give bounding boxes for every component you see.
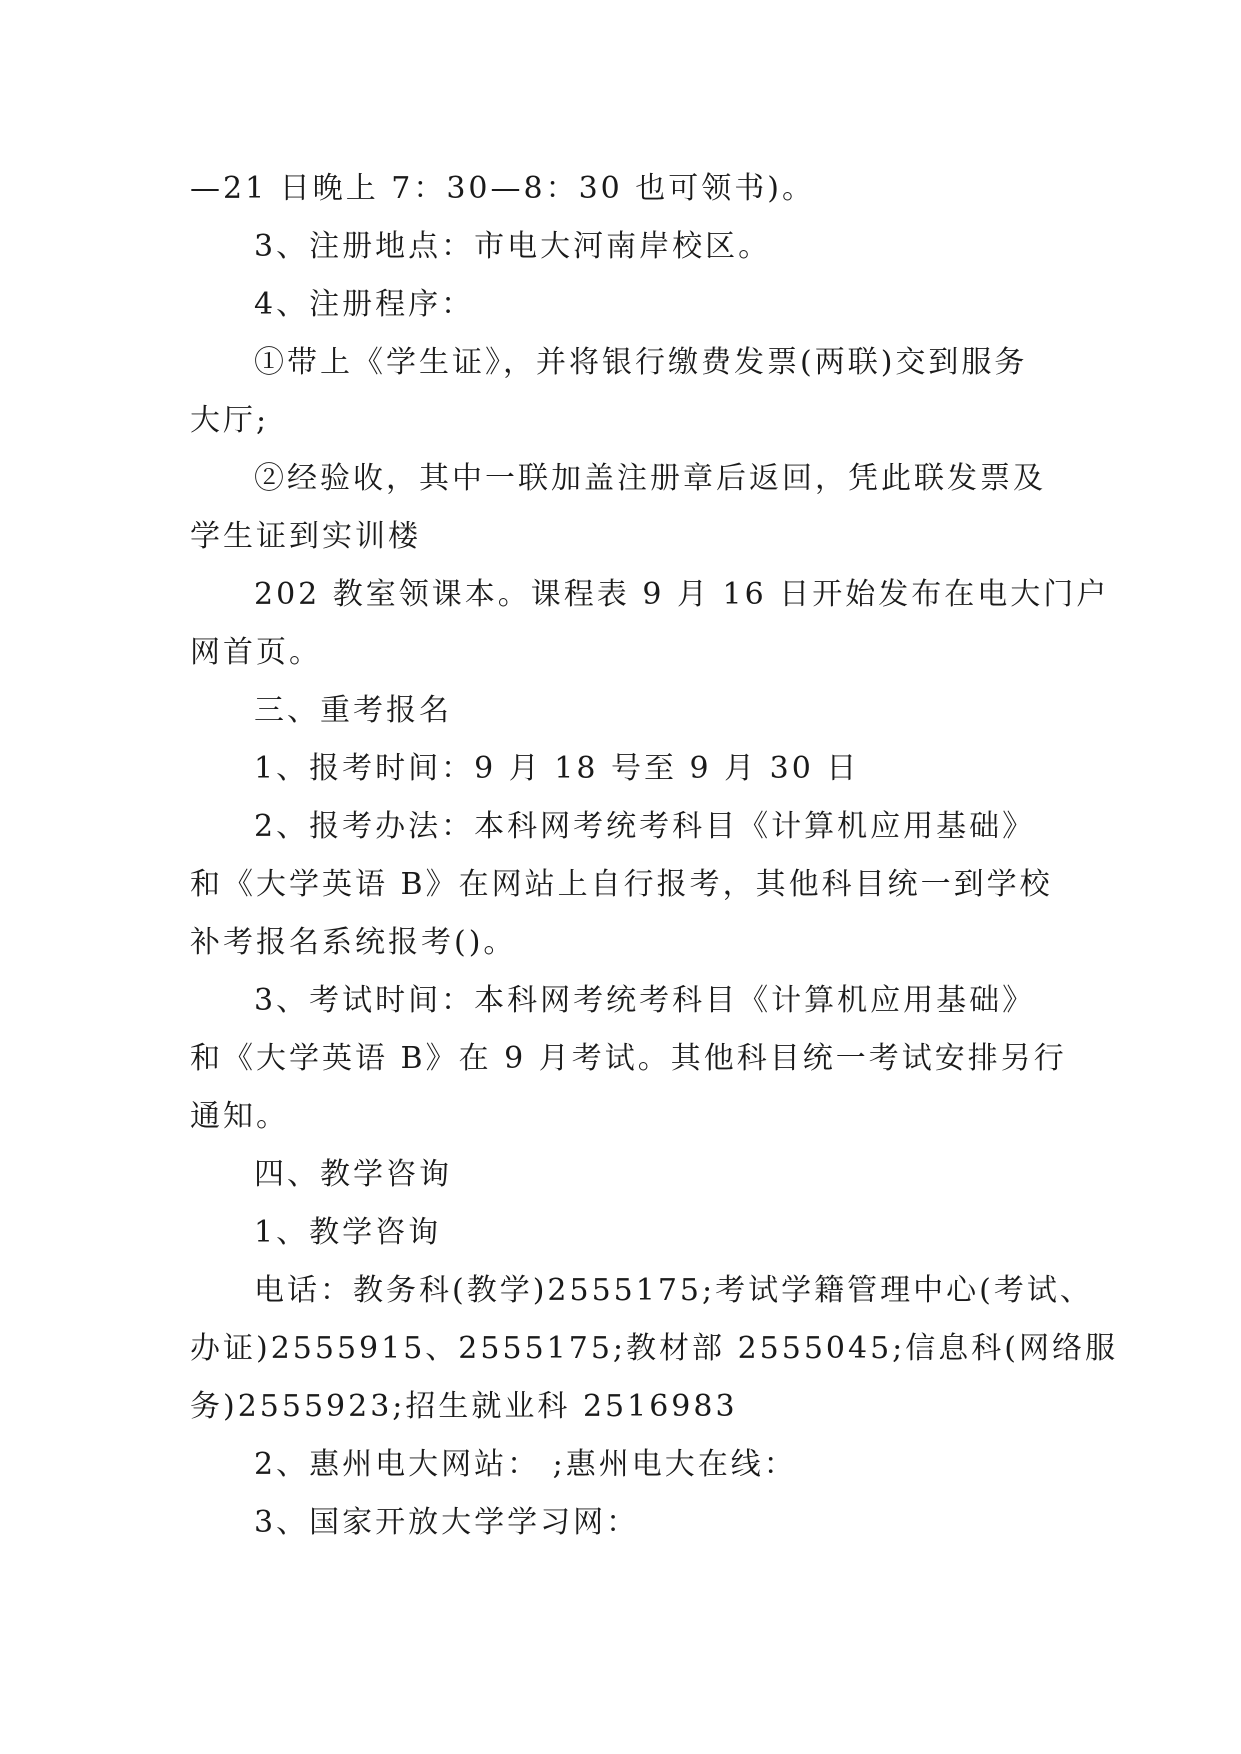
text-line: 和《大学英语 B》在 9 月考试。其他科目统一考试安排另行 xyxy=(190,1041,1067,1076)
text-line: 4、注册程序： xyxy=(254,287,475,322)
text-line: 1、教学咨询 xyxy=(254,1215,442,1250)
text-line: —21 日晚上 7：30—8：30 也可领书)。 xyxy=(190,171,816,206)
text-line: 补考报名系统报考()。 xyxy=(190,925,517,960)
text-line: 3、注册地点：市电大河南岸校区。 xyxy=(254,229,772,264)
section-heading: 四、教学咨询 xyxy=(254,1157,452,1192)
text-line: 3、国家开放大学学习网： xyxy=(254,1505,640,1540)
text-line: 学生证到实训楼 xyxy=(190,519,421,554)
text-line: 1、报考时间：9 月 18 号至 9 月 30 日 xyxy=(254,751,860,786)
text-line: 202 教室领课本。课程表 9 月 16 日开始发布在电大门户 xyxy=(254,577,1110,612)
text-line: 办证)2555915、2555175;教材部 2555045;信息科(网络服 xyxy=(190,1331,1118,1366)
document-body xyxy=(190,160,1118,1552)
text-line: 通知。 xyxy=(190,1099,289,1134)
text-line: 务)2555923;招生就业科 2516983 xyxy=(190,1389,738,1424)
text-line: 2、报考办法：本科网考统考科目《计算机应用基础》 xyxy=(254,809,1036,844)
section-heading: 三、重考报名 xyxy=(254,693,452,728)
text-line: 电话：教务科(教学)2555175;考试学籍管理中心(考试、 xyxy=(254,1273,1093,1308)
text-line: 和《大学英语 B》在网站上自行报考，其他科目统一到学校 xyxy=(190,867,1053,902)
text-line: ①带上《学生证》，并将银行缴费发票(两联)交到服务 xyxy=(254,345,1028,380)
text-line: 网首页。 xyxy=(190,635,322,670)
text-line: 3、考试时间：本科网考统考科目《计算机应用基础》 xyxy=(254,983,1036,1018)
text-line: ②经验收，其中一联加盖注册章后返回，凭此联发票及 xyxy=(254,461,1046,496)
text-line: 2、惠州电大网站： ;惠州电大在线： xyxy=(254,1447,797,1482)
text-line: 大厅; xyxy=(190,403,270,438)
